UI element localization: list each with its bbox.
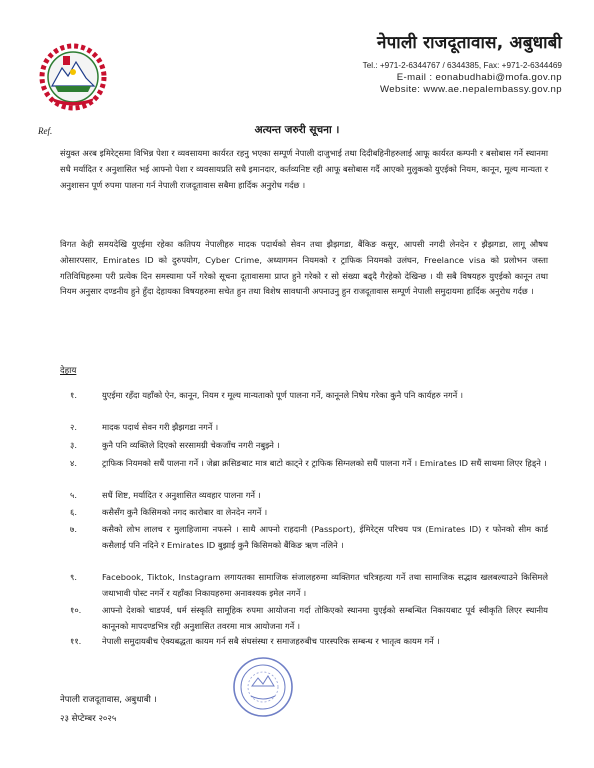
notice-subject: अत्यन्त जरुरी सूचना ।: [254, 124, 340, 136]
item-number: ९.: [70, 572, 77, 582]
item-text: कुनै पनि व्यक्तिले दिएको सरसामग्री चेकजाँच नगरी नबुझ्ने ।: [102, 440, 280, 450]
seal-icon: [232, 656, 294, 718]
embassy-title: नेपाली राजदूतावास, अबुधाबी: [376, 33, 562, 53]
item-text: आफ्नो देशको चाडपर्व, धर्म संस्कृति सामूहिक रुपमा आयोजना गर्दा तोकिएको स्थानमा युएईको सम्बन्धित निकायबाट पूर्व स्वीकृति लिएर स्थानीय कानूनको मापदण्डभित्र रही अनुशासित तवरमा मात्र आयोजना गर्ने ।: [102, 605, 548, 631]
item-number: ३.: [70, 440, 77, 450]
contact-website: Website: www.ae.nepalembassy.gov.np: [380, 84, 562, 95]
item-text: मादक पदार्थ सेवन गरी झैझगडा नगर्ने ।: [102, 422, 219, 432]
embassy-seal-stamp: [232, 656, 294, 718]
item-text: नेपाली समुदायबीच ऐक्यबद्धता कायम गर्न सबै संघसंस्था र समाजहरुबीच पारस्परिक सम्बन्ध र भातृत्व कायम गर्ने ।: [102, 636, 440, 646]
item-number: ५.: [70, 490, 77, 500]
signoff-org: नेपाली राजदूतावास, अबुधाबी ।: [60, 695, 157, 705]
list-item: [70, 570, 548, 602]
item-text: कसैसँग कुनै किसिमको नगद कारोबार वा लेनदेन नगर्ने ।: [102, 507, 268, 517]
list-item: [70, 634, 548, 650]
item-number: ७.: [70, 524, 77, 534]
list-item: [70, 438, 548, 454]
list-item: [70, 456, 548, 472]
list-item: [70, 505, 548, 521]
item-text: Facebook, Tiktok, Instagram लगायतका सामाजिक संजालहरुमा व्यक्तिगत चरित्रहत्या गर्ने तथा सामाजिक सद्भाव खलबल्याउने किसिमले जथाभावी पोस्ट नगर्ने र यहाँका निकायहरुमा अनावश्यक इमेल नगर्ने ।: [102, 572, 548, 598]
item-text: ट्राफिक नियमको सधैं पालना गर्ने । जेब्रा क्रसिङबाट मात्र बाटो काट्ने र ट्राफिक सिग्नलको सधैं पालना गर्ने । Emirates ID सधैं साथमा लिएर हिड्ने ।: [102, 458, 547, 468]
contact-email: E-mail : eonabudhabi@mofa.gov.np: [396, 71, 562, 83]
item-number: १०.: [70, 605, 82, 615]
dehay-heading: देहाय: [60, 366, 77, 376]
item-number: ११.: [70, 636, 82, 646]
list-item: [70, 420, 548, 436]
intro-paragraph: संयुक्त अरब इमिरेट्समा विभिन्न पेशा र व्यवसायमा कार्यरत रहनु भएका सम्पूर्ण नेपाली दाजुभाई तथा दिदीबहिनीहरुलाई आफू कार्यरत कम्पनी र बसोबास गर्ने स्थानमा सधै मर्यादित र अनुशासित भई आफ्नो पेशा र व्यवसायप्रति सधै इमानदार, कर्तव्यनिष्ट रही आफू बसोबास गर्दै आएको मुलुकको युएईको नियम, कानून, मूल्य मान्यता र अनुशासन पूर्ण रुपमा पालना गर्न नेपाली राजदूतावास सबैमा हार्दिक अनुरोध गर्दछ ।: [60, 148, 548, 190]
item-text: कसैको लोभ लालच र मुलाहिजामा नफस्ने । साथै आफ्नो राहदानी (Passport), ईमिरेट्स परिचय पत्र (Emirates ID) र फोनको सीम कार्ड कसैलाई पनि नदिने र Emirates ID बुझाई कुनै किसिमको बैंकिङ ऋण नलिने ।: [102, 524, 548, 550]
contact-phone: Tel.: +971-2-6344767 / 6344385, Fax: +971-2-6344469: [362, 61, 562, 70]
list-item: [70, 603, 548, 635]
item-number: १.: [70, 390, 77, 400]
item-text: सधैं शिष्ट, मर्यादित र अनुशासित व्यवहार पालना गर्ने ।: [102, 490, 261, 500]
signoff-date: २३ सेप्टेम्बर २०२५: [60, 714, 117, 724]
item-number: ४.: [70, 458, 77, 468]
emblem-icon: [38, 42, 108, 112]
nepal-emblem-logo: [38, 42, 108, 112]
context-paragraph: विगत केही समयदेखि युएईमा रहेका कतिपय नेपालीहरु मादक पदार्थको सेवन तथा झैझगडा, बैंकिङ कसुर, आपसी नगदी लेनदेन र झैझगडा, लागू औषध ओसारपसार, Emirates ID को दुरुपयोग, Cyber Crime, अध्यागमन नियमको र ट्राफिक नियमको उलंघन, Freelance visa को प्रलोभन जस्ता गतिविधिहरुमा परी प्रत्येक दिन समस्यामा पर्ने गरेको सूचना दूतावासमा प्राप्त हुने गरेको र सो संख्या बढ्दै गैरहेको देखिन्छ । यी सबै विषयहरु युएईको कानून तथा नियम अनुसार दण्डनीय हुने हुँदा देहायका विषयहरुमा सचेत हुन तथा विशेष सावधानी अपनाउनु हुन राजदूतावास सम्पूर्ण नेपाली समुदायमा हार्दिक अनुरोध गर्दछ ।: [60, 239, 548, 297]
item-number: ६.: [70, 507, 77, 517]
list-item: [70, 522, 548, 554]
ref-label: Ref.: [38, 126, 53, 136]
item-text: युएईमा रहँदा यहाँको ऐन, कानून, नियम र मूल्य मान्यताको पूर्ण पालना गर्ने, कानूनले निषेध गरेका कुनै पनि कार्यहरु नगर्ने ।: [102, 390, 464, 400]
item-number: २.: [70, 422, 77, 432]
list-item: [70, 388, 548, 404]
embassy-header: [363, 30, 562, 97]
list-item: [70, 488, 548, 504]
